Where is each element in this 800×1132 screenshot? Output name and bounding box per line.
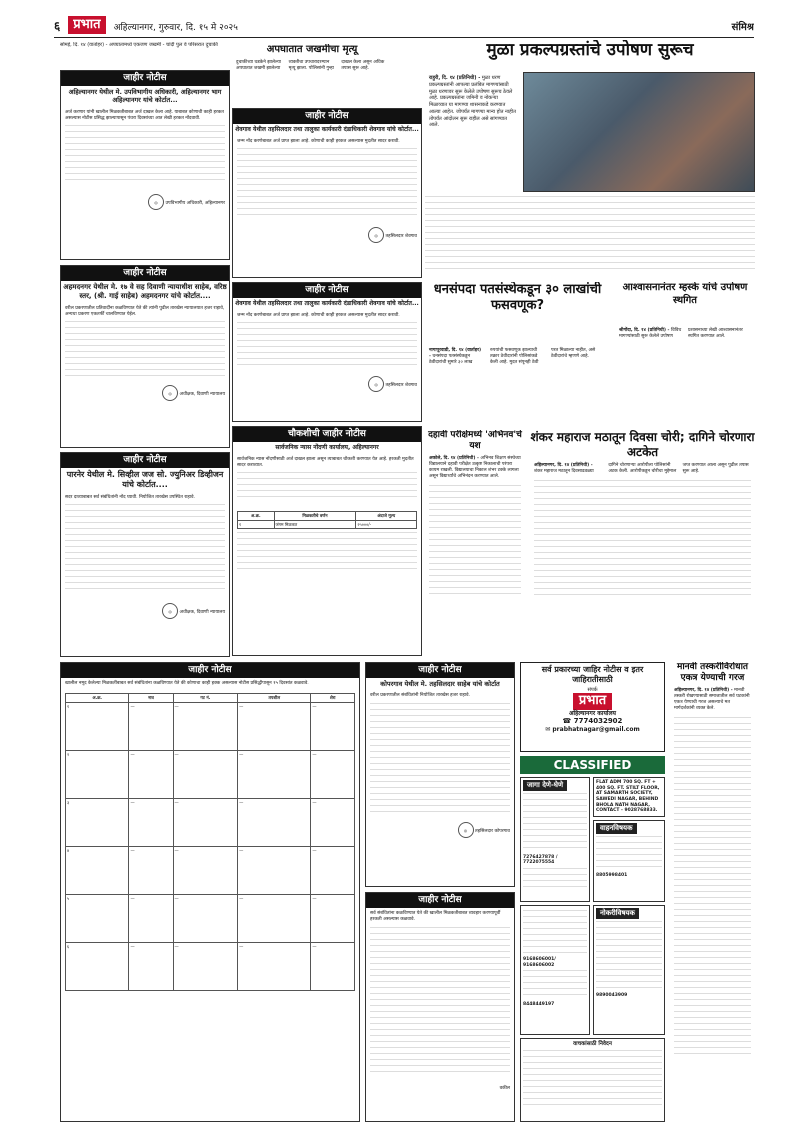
notice-sign: अधीक्षक, दिवाणी न्यायालय (179, 610, 225, 616)
story-title: आश्वासनानंतर म्हस्के यांचे उपोषण स्थगित (622, 282, 748, 306)
category-label: जागा देणे-घेणे (523, 780, 567, 791)
notice-sign: अधीक्षक, दिवाणी न्यायालय (179, 392, 225, 398)
story-dateline: श्रीगोंदा, दि. १४ (प्रतिनिधी) - (619, 328, 670, 333)
notice-subtitle: शेवगाव येथील तहसिलदार तथा तालुका कार्यकारी दंडाधिकारी शेवगाव यांचे कोर्टात... (235, 300, 419, 308)
notice-body: सर्व संबंधितांना कळविण्यात येते की खालील मिळकतीबाबत व्यवहार करण्यापूर्वी हरकती असल्यास कळवावे. (366, 908, 514, 1082)
notice-subtitle: अहिल्यानगर येथील मे. उपविभागीय अधिकारी, अहिल्यानगर भाग अहिल्यानगर यांचे कोर्टात... (68, 88, 222, 105)
notice-body: अर्ज करणार यांनी खालील मिळकतीबाबत अर्ज दाखल केला आहे. याबाबत कोणाची काही हरकत असल्यास नोटीस प्रसिद्ध झाल्यापासून पंधरा दिवसांच्या आत लेखी हरकत नोंदवावी. (61, 107, 229, 191)
story-6 (530, 430, 755, 655)
contact-number: 9168606001/ 9168606002 (523, 957, 556, 968)
phone-icon: ☎ (562, 717, 572, 725)
notice-sign: वकील (499, 1085, 510, 1091)
story-dateline: अहिल्यानगर, दि. १४ (प्रतिनिधी) - (534, 463, 593, 468)
promo-phone: 7774032902 (573, 717, 623, 725)
notice-body: वरील प्रकरणातील संबंधितांनी नियोजित तारखेस हजर राहावे. (366, 690, 514, 818)
story-3-title-wrap (425, 282, 610, 342)
story-body: विविध मागण्यांसाठी सुरू केलेले उपोषण प्रशासनाच्या लेखी आश्वासनानंतर स्थगित करण्यात आले. (619, 328, 743, 340)
story-dateline: अकोले, दि. १४ (प्रतिनिधी) - (429, 455, 479, 461)
notice-4 (232, 108, 422, 278)
notice-5 (232, 282, 422, 422)
notice-body: वरील प्रकरणातील प्रतिवादींना कळविण्यात येते की त्यांनी पुढील तारखेस न्यायालयात हजर राहावे, अन्यथा प्रकरण एकतर्फी चालविण्यात येईल. (61, 303, 229, 382)
notice-heading: जाहीर नोटीस (366, 663, 514, 678)
notice-sign: तहसिलदार शेवगाव (385, 382, 417, 388)
category-label: वाहनविषयक (596, 823, 637, 834)
classified-col-3 (520, 905, 590, 1035)
flat-ad: FLAT ADM 700 SQ. FT + 400 SQ. FT. STILT FLOOR, AT SAMARTH SOCIETY, SAWEDI NAGAR, BEHIND BHOLA NATH NAGAR, CONTACT - 9028768833. (593, 777, 665, 817)
page-number: ६ (54, 19, 61, 33)
story-4-title-wrap (615, 282, 755, 322)
notice-heading: जाहीर नोटीस (61, 71, 229, 86)
top-strip-left: सोमई, दि. १४ (वार्ताहर) - अपघातामध्ये एकजण जखमी - चांदी पुल वे परिसरात दुचाकी (60, 42, 218, 48)
reader-notice-title: वाचकांसाठी निवेदन (573, 1041, 612, 1047)
story-5 (425, 430, 525, 655)
story-2-title-wrap (425, 40, 755, 68)
notice-table: अ.क्र. मिळकतीचे वर्णन अंदाजे मूल्य १ जंगम मिळकत २५०००/- (237, 511, 417, 529)
classified-col-2 (593, 820, 665, 902)
notice-body: सदर दाव्याबाबत सर्व संबंधितांनी नोंद घ्यावी. नियोजित तारखेस उपस्थित राहावे. (61, 492, 229, 600)
notice-9 (365, 892, 515, 1122)
story-body: अभिनव शिक्षण संस्थेच्या विद्यालयाने दहावी परीक्षेत उत्कृष्ट निकालाची परंपरा कायम राखली. विद्यालयाचा निकाल शंभर टक्के लागला असून विद्यार्थ्यांचे अभिनंदन करण्यात आले. (429, 455, 521, 480)
promo-title: सर्व प्रकारच्या जाहिर नोटीस व इतर जाहिरातीसाठी (541, 665, 644, 684)
notice-7 (60, 662, 360, 1122)
notice-subtitle: अहमदनगर येथील मे. १७ वे सह दिवाणी न्यायाधीश साहेब, वरिष्ठ स्तर, (श्री. गाई साहेब) अहमदनगर यांचे कोर्टात.... (63, 283, 227, 300)
notice-heading: जाहीर नोटीस (61, 663, 359, 678)
story-1 (232, 44, 392, 104)
notice-1 (60, 70, 230, 260)
notice-heading: जाहीर नोटीस (233, 283, 421, 298)
contact-number: 7276427878 / 7722075554 (523, 854, 558, 866)
protest-photo (523, 72, 755, 192)
story-title: मुळा प्रकल्पग्रस्तांचे उपोषण सुरूच (486, 40, 694, 60)
story-2-columns (425, 196, 755, 274)
seal-icon: ◎ (458, 822, 474, 838)
story-3 (425, 345, 610, 425)
story-2-intro (425, 72, 520, 192)
seal-icon: ◎ (368, 376, 384, 392)
classified-col-4 (593, 905, 665, 1035)
seal-icon: ◎ (368, 227, 384, 243)
promo-ad (520, 662, 665, 752)
notice-heading: जाहीर नोटीस (366, 893, 514, 908)
story-body: धनसंपदा पतसंस्थेकडून ठेवीदारांची सुमारे ३० लाख रुपयांची फसवणूक झाल्याची तक्रार ठेवीदारांनी पोलिसांकडे केली आहे. मुदत संपूनही ठेवी परत मिळाल्या नाहीत, असे ठेवीदारांचे म्हणणे आहे. (429, 348, 596, 366)
classified-banner: CLASSIFIED (520, 756, 665, 774)
promo-email: prabhatnagar@gmail.com (552, 725, 640, 733)
notice-heading: जाहीर नोटीस (61, 266, 229, 281)
notice-3 (60, 452, 230, 657)
notice-sign: उपविभागीय अधिकारी, अहिल्यानगर (165, 200, 225, 206)
notice-subtitle: पारनेर येथील मे. सिव्हील जज सो. ज्युनिअर डिव्हीजन यांचे कोर्टात.... (66, 470, 224, 490)
section-label: संमिश्र (731, 21, 754, 33)
notice-heading: जाहीर नोटीस (61, 453, 229, 468)
masthead (54, 8, 754, 38)
story-7 (670, 662, 755, 1122)
seal-icon: ◎ (162, 385, 178, 401)
contact-number: 8448449197 (523, 1002, 555, 1008)
notice-table: अ.क्र. नाव गट नं. तपशील शेरा १ — — — — २ — — — — ३ — — — — ४ — — — — ५ — — — — ६ — — — — (65, 693, 355, 991)
reader-notice (520, 1038, 665, 1122)
seal-icon: ◎ (148, 194, 164, 210)
notice-8 (365, 662, 515, 887)
notice-body: खालील नमूद केलेल्या मिळकतींबाबत सर्व संबंधितांना कळविण्यात येते की कोणाचा काही हक्क असल्यास नोटीस प्रसिद्धीपासून १५ दिवसांत कळवावे. (65, 681, 309, 687)
category-label: नोकरीविषयक (596, 908, 639, 919)
notice-subtitle: कोपरगाव येथील मे. तहसिलदार साहेब यांचे कोर्टात (380, 680, 500, 689)
story-dateline: राहुरी, दि. १४ (प्रतिनिधी) - (429, 75, 481, 81)
story-dateline: अहिल्यानगर, दि. १४ (प्रतिनिधी) - (674, 687, 733, 693)
notice-body: जन्म नोंद करणेबाबत अर्ज प्राप्त झाला आहे. कोणाची काही हरकत असल्यास मुदतीत सादर करावी. (233, 136, 421, 224)
contact-number: 8805998401 (596, 872, 628, 878)
story-4 (615, 325, 755, 425)
story-body: मुळा धरण प्रकल्पग्रस्तांनी आपल्या प्रलंबित मागण्यांसाठी मुळा धरणावर सुरू केलेले उपोषण सुरूच ठेवले आहे. प्रकल्पग्रस्तांना जमिनी व नोकऱ्या मिळाव्यात या मागण्या शासनाकडे करण्यात आल्या आहेत. जोपर्यंत मागण्या मान्य होत नाहीत तोपर्यंत आंदोलन सुरू राहील असे सांगण्यात आले. (429, 75, 516, 129)
promo-contact: संपर्क (587, 687, 598, 693)
notice-6 (232, 426, 422, 656)
story-title: धनसंपदा पतसंस्थेकडून ३० लाखांची फसवणूक? (433, 282, 602, 314)
classified-col-1 (520, 777, 590, 902)
story-title: अपघातात जखमीचा मृत्यू (266, 44, 358, 55)
story-title: शंकर महाराज मठातून दिवसा चोरी; दागिने चोरणारा अटकेत (530, 430, 755, 459)
promo-office: अहिल्यानगर कार्यालय (568, 709, 617, 717)
promo-brand: प्रभात (573, 693, 612, 709)
contact-number: 9890043909 (596, 992, 628, 998)
notice-body: जन्म नोंद करणेबाबत अर्ज प्राप्त झाला आहे. कोणाची काही हरकत असल्यास मुदतीत सादर करावी. (233, 310, 421, 373)
notice-2 (60, 265, 230, 448)
story-title: मानवी तस्करीविरोधात एकत्र येण्याची गरज (676, 662, 749, 684)
notice-sign: तहसिलदार कोपरगाव (475, 828, 510, 834)
story-dateline: नागापूरवाडी, दि. १४ (वार्ताहर) - (429, 348, 482, 360)
email-icon: ✉ (545, 725, 551, 733)
notice-body: सार्वजनिक न्यास नोंदणीसाठी अर्ज दाखल झाला असून त्याबाबत चौकशी करण्यात येत आहे. हरकती मुदतीत सादर कराव्यात. (233, 454, 421, 508)
notice-sign: तहसिलदार शेवगाव (385, 233, 417, 239)
story-body: मानवी तस्करी रोखण्यासाठी समाजातील सर्व घटकांनी एकत्र येण्याची गरज असल्याचे मत मार्गदर्शकांनी व्यक्त केले. (674, 687, 750, 712)
story-body: दुचाकीच्या धडकेने झालेल्या अपघातात जखमी झालेल्या व्यक्तीचा उपचारादरम्यान मृत्यू झाला. पोलिसांनी गुन्हा दाखल केला असून अधिक तपास सुरू आहे. (236, 59, 385, 71)
notice-subtitle: शेवगाव येथील तहसिलदार तथा तालुका कार्यकारी दंडाधिकारी शेवगाव यांचे कोर्टात... (235, 126, 419, 134)
notice-subtitle: सार्वजनिक न्यास नोंदणी कार्यालय, अहिल्यानगर (275, 444, 379, 452)
brand-logo: प्रभात (68, 16, 105, 34)
story-title: दहावी परीक्षेमध्ये 'अभिनव'चे यश (428, 430, 522, 452)
masthead-info: अहिल्यानगर, गुरुवार, दि. १५ मे २०२५ (113, 22, 238, 33)
seal-icon: ◎ (162, 603, 178, 619)
story-body: शंकर महाराज मठातून दिवसाढवळ्या दागिने चोरणाऱ्या आरोपीला पोलिसांनी अटक केली. आरोपीकडून चोरीचा मुद्देमाल जप्त करण्यात आला असून पुढील तपास सुरू आहे. (534, 463, 749, 475)
notice-heading: चौकशीची जाहीर नोटीस (233, 427, 421, 442)
notice-heading: जाहीर नोटीस (233, 109, 421, 124)
